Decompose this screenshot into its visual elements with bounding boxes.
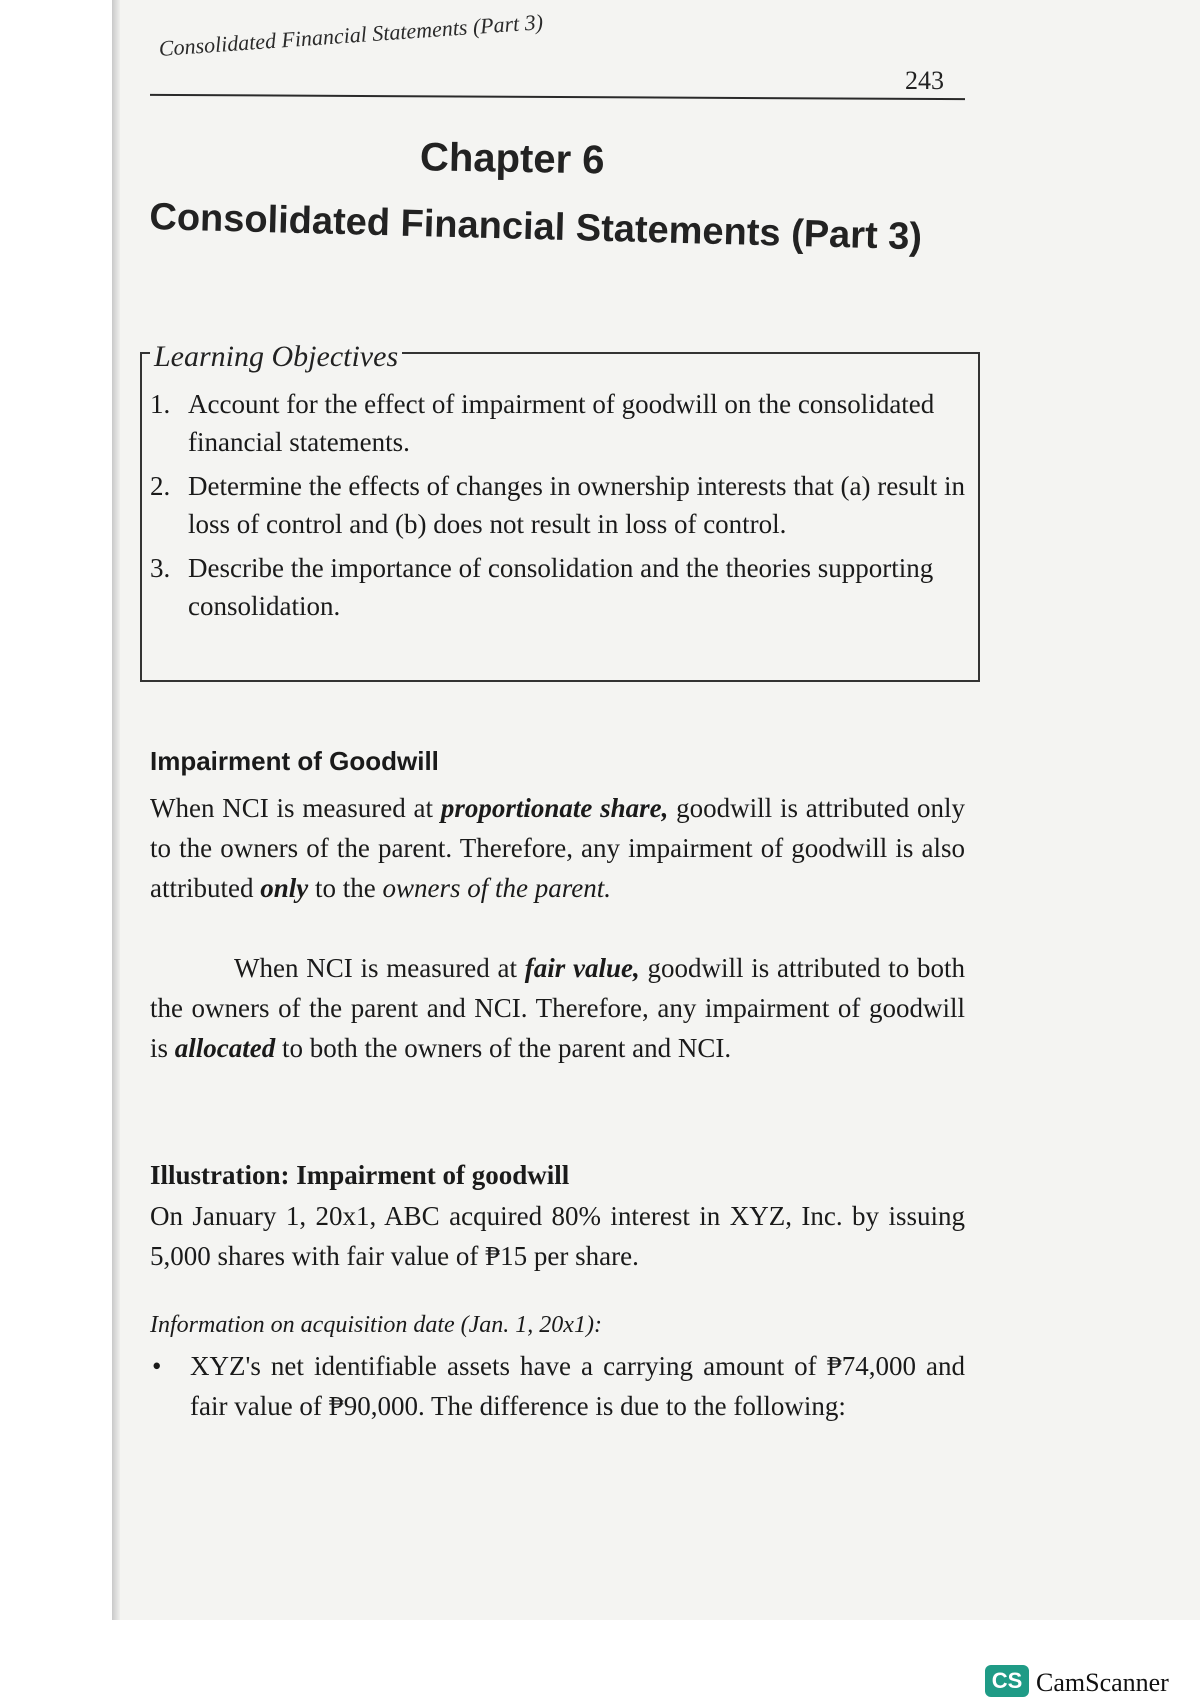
camscanner-logo-icon: CS xyxy=(985,1665,1029,1697)
section-heading: Impairment of Goodwill xyxy=(150,746,439,776)
running-header: Consolidated Financial Statements (Part 3) xyxy=(158,9,544,61)
chapter-title: Consolidated Financial Statements (Part 3) xyxy=(148,196,923,259)
text-run: When NCI is measured at xyxy=(234,953,525,983)
emphasis-proportionate-share: proportionate share, xyxy=(440,793,669,823)
objective-number: 2. xyxy=(150,471,171,501)
objective-text: Determine the effects of changes in ownership interests that (a) result in loss of control and (b) does not result in loss of control. xyxy=(188,471,965,539)
bullet-text: XYZ's net identifiable assets have a carrying amount of ₱74,000 and fair value of ₱90,000. The difference is due to the following: xyxy=(190,1351,965,1421)
objective-number: 3. xyxy=(150,553,171,583)
text-run: goodwill is attributed only to the owners of the parent. Therefore, any impairment of goodwill is also attributed xyxy=(150,793,965,903)
objective-item xyxy=(148,467,968,543)
illustration-text: On January 1, 20x1, ABC acquired 80% interest in XYZ, Inc. by issuing 5,000 shares with fair value of ₱15 per share. xyxy=(150,1201,965,1271)
text-run: goodwill is attributed to both the owners of the parent and NCI. Therefore, any impairment of goodwill is xyxy=(150,953,965,1063)
bullet-icon: • xyxy=(152,1351,162,1381)
emphasis-fair-value: fair value, xyxy=(524,953,640,983)
objective-item xyxy=(148,549,968,625)
text-run: to both the owners of the parent and NCI. xyxy=(275,1033,732,1063)
objective-number: 1. xyxy=(150,389,171,419)
learning-objectives-list xyxy=(148,385,968,631)
text-run: When NCI is measured at xyxy=(150,793,441,823)
objective-text: Describe the importance of consolidation and the theories supporting consolidation. xyxy=(188,553,934,621)
objective-item xyxy=(148,385,968,461)
camscanner-watermark: CamScanner xyxy=(1036,1668,1169,1697)
learning-objectives-title: Learning Objectives xyxy=(150,340,402,374)
emphasis-allocated: allocated xyxy=(174,1033,276,1063)
objective-text: Account for the effect of impairment of goodwill on the consolidated financial statements. xyxy=(188,389,935,457)
text-run: to the xyxy=(308,873,383,903)
info-heading: Information on acquisition date (Jan. 1, 20x1): xyxy=(150,1312,602,1338)
emphasis-owners-of-parent: owners of the parent. xyxy=(382,873,611,903)
paragraph-fair-value xyxy=(150,948,965,1068)
chapter-label: Chapter 6 xyxy=(419,135,605,183)
page-binding-edge xyxy=(112,0,120,1620)
emphasis-only: only xyxy=(260,873,309,903)
illustration-heading: Illustration: Impairment of goodwill xyxy=(150,1160,570,1190)
paragraph-proportionate-share xyxy=(150,788,965,908)
page-number: 243 xyxy=(905,66,944,95)
